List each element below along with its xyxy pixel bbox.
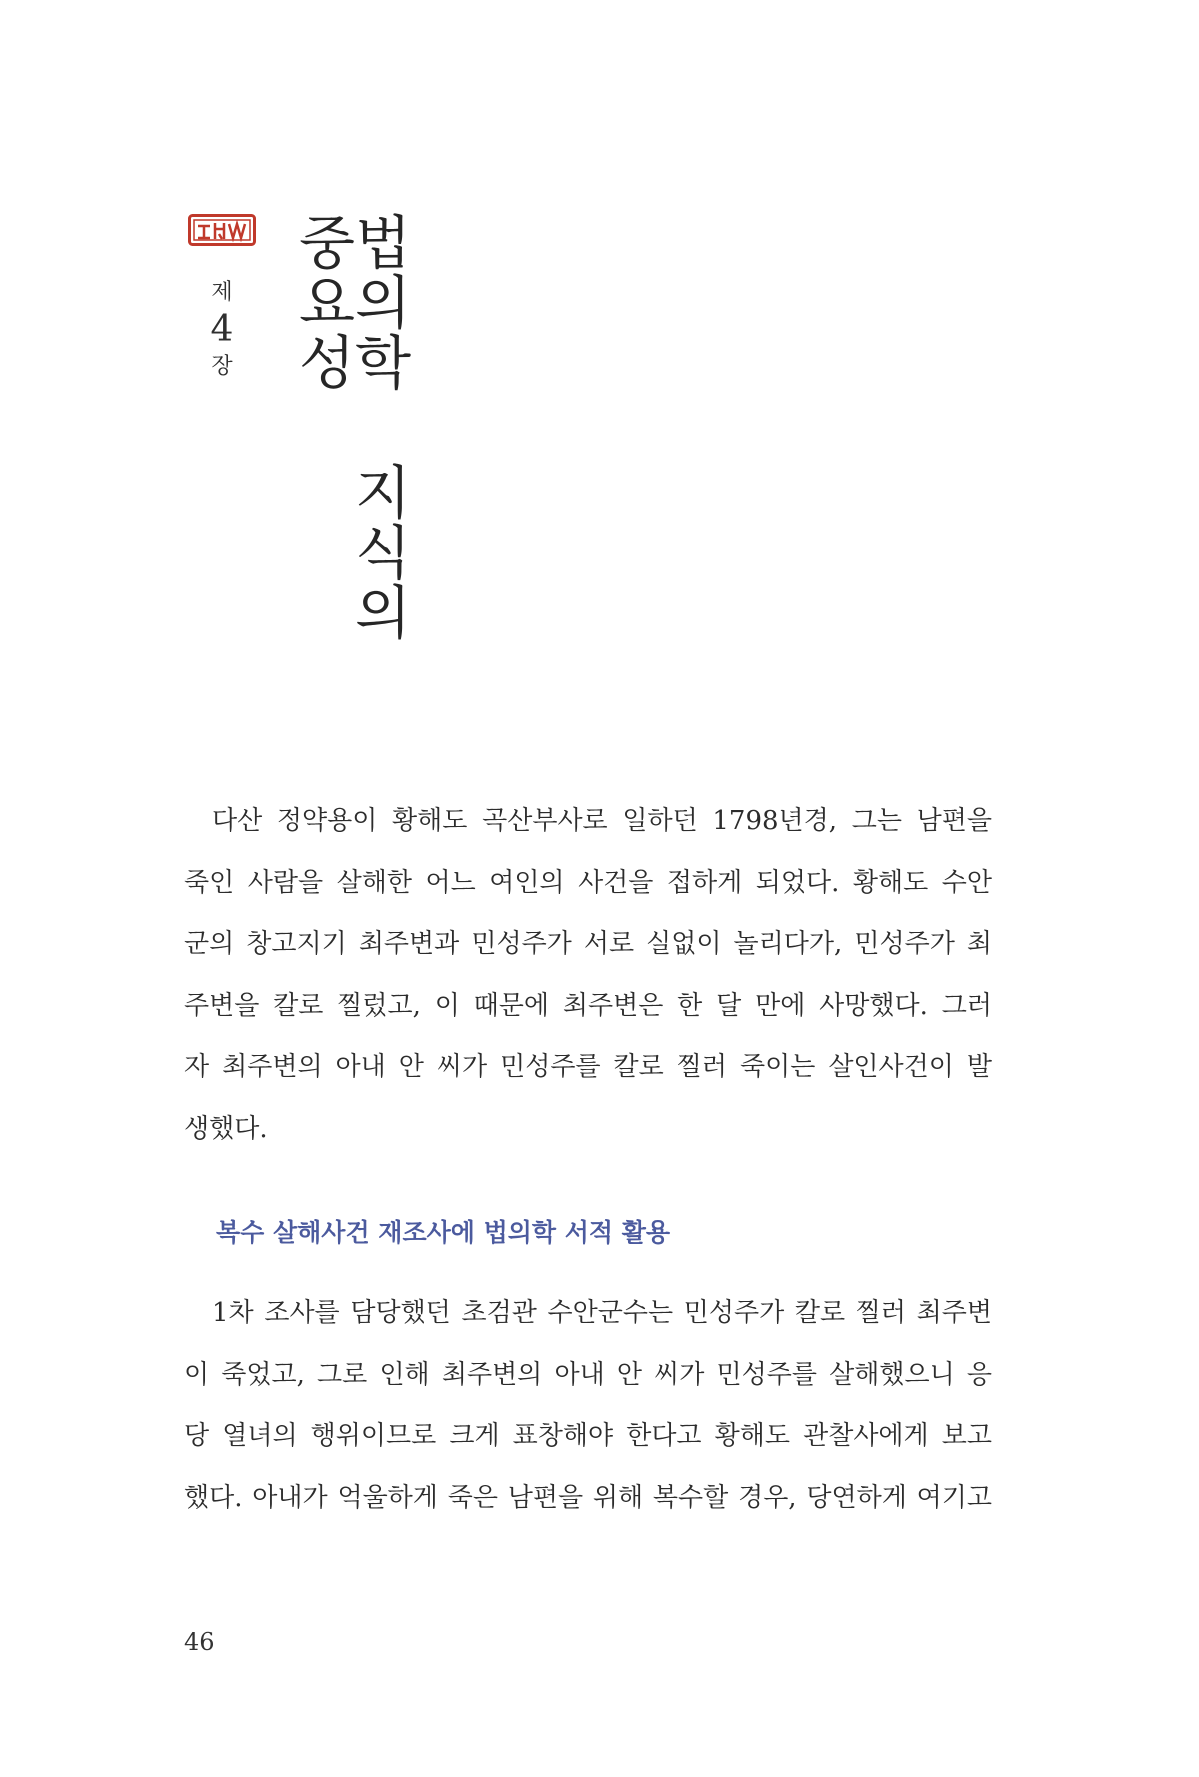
chapter-number: 4: [210, 309, 234, 350]
text-line: 자 최주변의 아내 안 씨가 민성주를 칼로 찔러 죽이는 살인사건이 발: [184, 1052, 992, 1082]
text-line: 했다. 아내가 억울하게 죽은 남편을 위해 복수할 경우, 당연하게 여기고: [184, 1482, 992, 1513]
chapter-title-line-2: 중요성: [288, 212, 356, 392]
chapter-prefix: 제: [211, 280, 233, 305]
body-paragraph-2: [184, 1283, 992, 1529]
text-line: 생했다.: [184, 1113, 268, 1144]
text-line: 주변을 칼로 찔렀고, 이 때문에 최주변은 한 달 만에 사망했다. 그러: [184, 990, 992, 1021]
chapter-label: [202, 278, 242, 382]
section-heading: 복수 살해사건 재조사에 법의학 서적 활용: [216, 1218, 671, 1247]
text-line: 죽인 사람을 살해한 어느 여인의 사건을 접하게 되었다. 황해도 수안: [184, 867, 992, 898]
chapter-title-line-1: 법의학 지식의: [344, 212, 412, 642]
text-line: 1차 조사를 담당했던 초검관 수안군수는 민성주가 칼로 찔러 최주변: [212, 1298, 992, 1328]
page-number: 46: [184, 1628, 215, 1656]
body-paragraph-1: [184, 791, 992, 1160]
chapter-suffix: 장: [211, 354, 233, 379]
text-line: 당 열녀의 행위이므로 크게 표창해야 한다고 황해도 관찰사에게 보고: [184, 1421, 992, 1451]
seal-stamp: [188, 214, 256, 246]
text-line: 이 죽었고, 그로 인해 최주변의 아내 안 씨가 민성주를 살해했으니 응: [184, 1359, 992, 1390]
text-line: 군의 창고지기 최주변과 민성주가 서로 실없이 놀리다가, 민성주가 최: [184, 929, 992, 959]
text-line: 다산 정약용이 황해도 곡산부사로 일하던 1798년경, 그는 남편을: [212, 806, 992, 836]
